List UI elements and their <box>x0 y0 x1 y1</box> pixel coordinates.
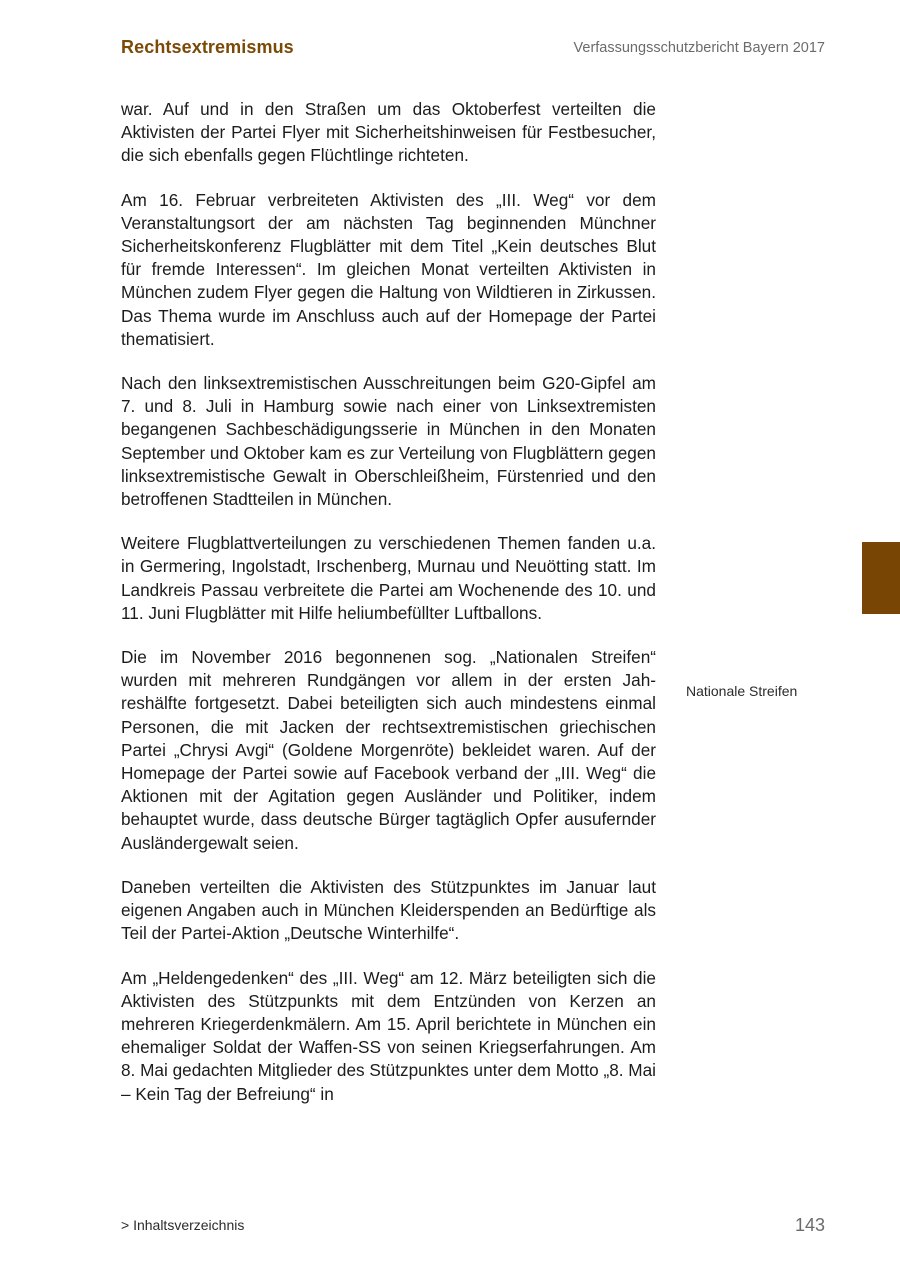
paragraph-1: war. Auf und in den Straßen um das Oktoberfest verteilten die Aktivisten der Partei Flyer mit Sicherheitshinweisen für Festbesucher, die sich ebenfalls gegen Flüchtlinge richteten. <box>121 99 656 166</box>
paragraph-3: Nach den linksextremistischen Ausschreitungen beim G20-Gipfel am 7. und 8. Juli in Hamburg sowie nach einer von Linksextremisten begangenen Sachbeschädigungsserie in München in den Monaten September und Oktober kam es zur Verteilung von Flugblättern gegen linksextremistische Gewalt in Oberschleißheim, Fürstenried und den betroffenen Stadtteilen in München. <box>121 373 656 510</box>
table-of-contents-link[interactable]: > Inhaltsverzeichnis <box>121 1217 245 1233</box>
section-title: Rechtsextremismus <box>121 37 294 57</box>
paragraph-7: Am „Heldengedenken“ des „III. Weg“ am 12. März beteiligten sich die Aktivisten des Stützpunkts mit dem Entzünden von Kerzen an mehreren Kriegerdenkmälern. Am 15. April berichtete in München ein ehemaliger Soldat der Waffen-SS von seinen Kriegserfahrungen. Am 8. Mai gedachten Mitglieder des Stützpunktes unter dem Motto „8. Mai – Kein Tag der Befreiung“ in <box>121 967 656 1104</box>
paragraph-6: Daneben verteilten die Aktivisten des Stützpunktes im Januar laut eigenen Angaben auch in München Kleiderspenden an Bedürftige als Teil der Partei-Aktion „Deutsche Winterhilfe“. <box>121 876 656 944</box>
paragraph-4: Weitere Flugblattverteilungen zu verschiedenen Themen fanden u.a. in Germering, Ingolstadt, Irschenberg, Murnau und Neuötting statt. Im Landkreis Passau verbreitete die Partei am Wochenende des 10. und 11. Juni Flugblätter mit Hilfe heliumbefüllter Luftballons. <box>121 533 656 623</box>
paragraph-5: Die im November 2016 begonnenen sog. „Nationalen Streifen“ wurden mit mehreren Rundgängen vor allem in der ersten Jahreshälfte fortgesetzt. Dabei beteiligten sich auch mindestens einmal Personen, die mit Jacken der rechtsextremistischen griechischen Partei „Chrysi Avgi“ (Goldene Morgenröte) bekleidet waren. Auf der Homepage der Partei sowie auf Facebook verband der „III. Weg“ die Aktionen mit der Agitation gegen Ausländer und Politiker, indem behauptet wurde, dass deutsche Bürger tagtäglich Opfer ausufernder Ausländergewalt seien. <box>121 647 656 853</box>
body-text <box>121 98 656 1106</box>
report-title: Verfassungsschutzbericht Bayern 2017 <box>573 40 825 56</box>
margin-note-nationale-streifen: Nationale Streifen <box>686 683 798 699</box>
page-number: 143 <box>794 1215 825 1235</box>
chapter-tab-marker <box>862 542 900 614</box>
paragraph-2: Am 16. Februar verbreiteten Aktivisten des „III. Weg“ vor dem Veranstaltungsort der am nächsten Tag beginnenden Münchner Sicherheitskonferenz Flugblätter mit dem Titel „Kein deutsches Blut für fremde Interessen“. Im gleichen Monat verteilten Aktivisten in München zudem Flyer gegen die Haltung von Wildtieren in Zirkussen. Das Thema wurde im Anschluss auch auf der Homepage der Partei thematisiert. <box>121 189 656 349</box>
